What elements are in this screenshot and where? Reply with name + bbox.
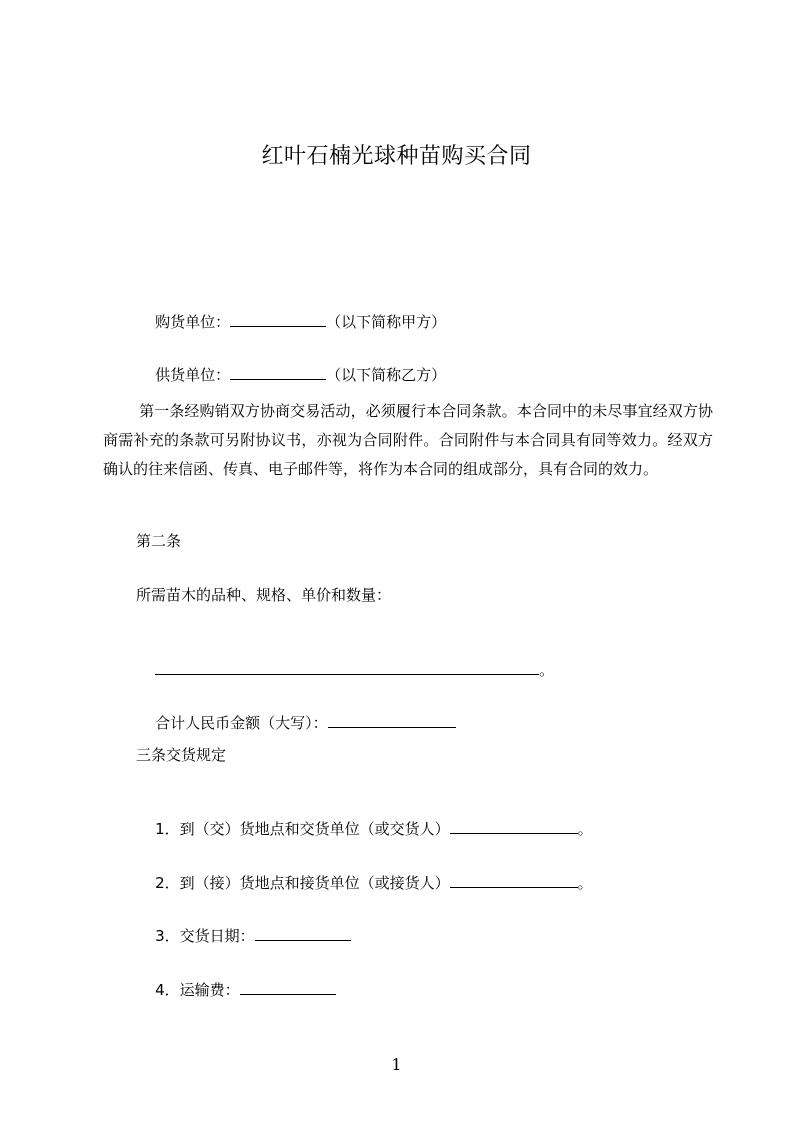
item-4-label: 4．运输费：	[155, 981, 240, 999]
item-1-blank	[450, 818, 578, 834]
buyer-suffix: （以下简称甲方）	[326, 313, 447, 331]
buyer-blank	[230, 311, 326, 327]
seller-blank	[230, 364, 326, 380]
item-2-blank	[450, 872, 578, 888]
article-1	[103, 397, 713, 484]
item-4-blank	[240, 979, 336, 995]
item-3-blank	[255, 925, 351, 941]
seedlings-blank	[155, 659, 539, 675]
document-title: 红叶石楠光球种苗购买合同	[261, 144, 532, 169]
item-2-line	[136, 852, 593, 913]
item-2-end: 。	[577, 874, 593, 892]
item-3-label: 3．交货日期：	[155, 927, 255, 945]
total-label: 合计人民币金额（大写）：	[155, 714, 328, 732]
item-1-end: 。	[577, 820, 593, 838]
item-1-label: 1．到（交）货地点和交货单位（或交货人）	[155, 820, 450, 838]
article-1-text: 第一条经购销双方协商交易活动，必须履行本合同条款。本合同中的未尽事宜经双方协商需补充的条款可另附协议书，亦视为合同附件。合同附件与本合同具有同等效力。经双方确认的往来信函、传真、电子邮件等，将作为本合同的组成部分，具有合同的效力。	[103, 402, 713, 478]
seedlings-label: 所需苗木的品种、规格、单价和数量：	[136, 586, 392, 604]
item-1-line	[136, 798, 593, 859]
seller-line	[136, 344, 446, 405]
buyer-label: 购货单位：	[155, 313, 231, 331]
total-blank	[328, 712, 456, 728]
item-3-line	[136, 905, 351, 966]
seedlings-line	[136, 639, 554, 700]
seller-label: 供货单位：	[155, 366, 231, 384]
total-line	[136, 692, 456, 753]
seedlings-end: 。	[539, 661, 555, 679]
article-2-heading: 第二条	[136, 532, 182, 550]
item-2-label: 2．到（接）货地点和接货单位（或接货人）	[155, 874, 450, 892]
seller-suffix: （以下简称乙方）	[326, 366, 447, 384]
article-3-heading: 三条交货规定	[136, 746, 227, 764]
page-number: 1	[391, 1055, 402, 1074]
buyer-line	[136, 291, 446, 352]
item-4-line	[136, 959, 336, 1020]
